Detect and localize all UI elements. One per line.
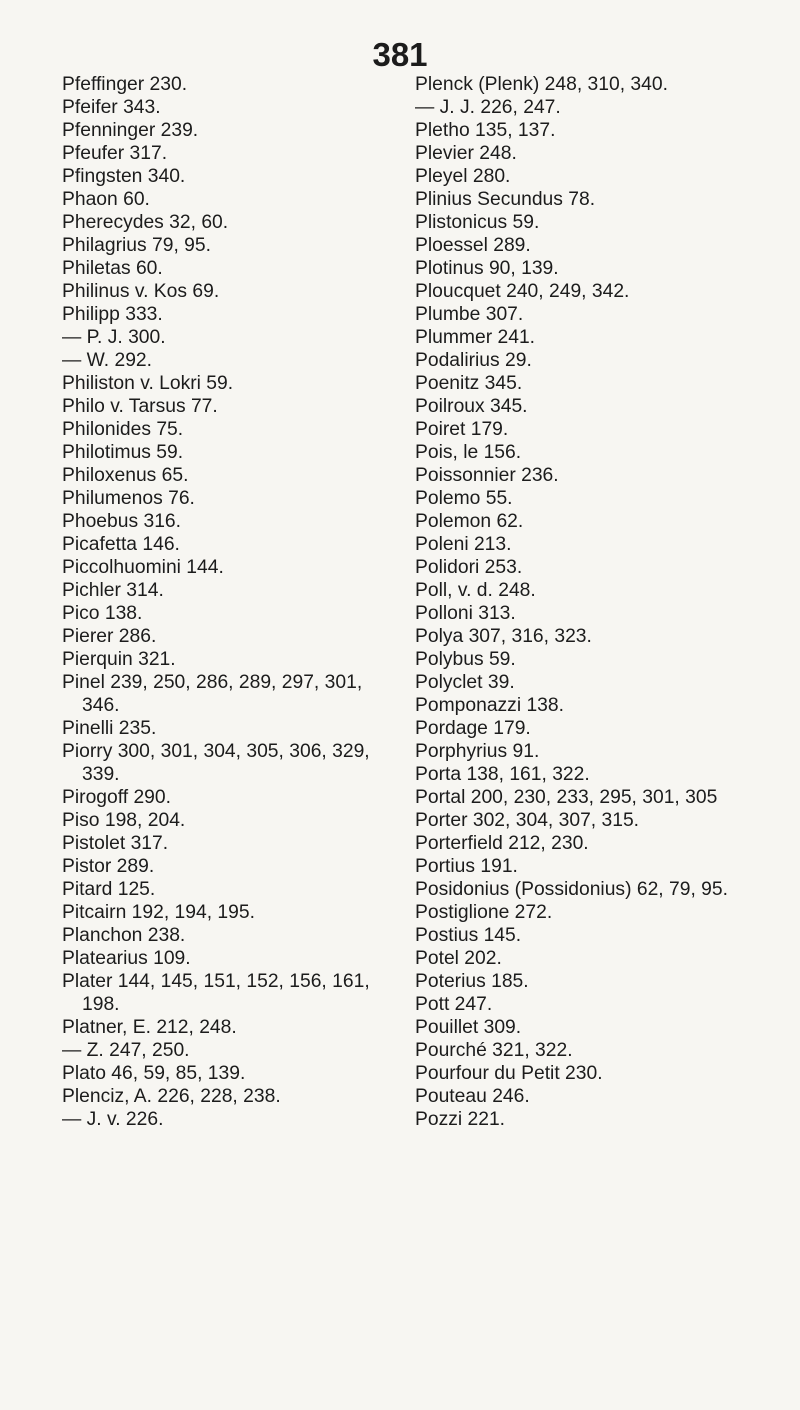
index-entry: Ploessel 289. [415,235,531,256]
index-entry: Poleni 213. [415,534,512,555]
index-entry: Pordage 179. [415,718,531,739]
index-entry: Pozzi 221. [415,1109,506,1130]
index-entry: Piso 198, 204. [62,810,186,831]
index-entry: Pirogoff 290. [62,787,171,808]
index-entry: Philotimus 59. [62,442,184,463]
index-entry: Postiglione 272. [415,902,553,923]
index-entry: Poiret 179. [415,419,509,440]
index-entry: Pletho 135, 137. [415,120,556,141]
index-entry: Potel 202. [415,948,502,969]
index-entry: Philipp 333. [62,304,163,325]
index-entry: Podalirius 29. [415,350,532,371]
index-entry: Posidonius (Possidonius) 62, 79, 95. [415,879,728,900]
index-entry: — Z. 247, 250. [62,1040,190,1061]
index-entry: Plotinus 90, 139. [415,258,559,279]
index-entry: Philoxenus 65. [62,465,189,486]
index-entry: Piccolhuomini 144. [62,557,224,578]
index-entry: Pourché 321, 322. [415,1040,573,1061]
index-entry: Pistor 289. [62,856,155,877]
index-entry: Philumenos 76. [62,488,195,509]
index-entry: Philiston v. Lokri 59. [62,373,234,394]
index-entry: Planchon 238. [62,925,186,946]
index-entry: Pouillet 309. [415,1017,522,1038]
index-entry: Philetas 60. [62,258,163,279]
index-entry: Polya 307, 316, 323. [415,626,592,647]
index-entry: Pfeufer 317. [62,143,168,164]
index-entry: Poilroux 345. [415,396,528,417]
index-entry: Pomponazzi 138. [415,695,564,716]
index-entry: Poissonnier 236. [415,465,559,486]
index-entry: Polidori 253. [415,557,523,578]
index-entry: — J. J. 226, 247. [415,97,561,118]
index-entry: Pistolet 317. [62,833,169,854]
index-entry: Pherecydes 32, 60. [62,212,229,233]
index-entry: Plumbe 307. [415,304,524,325]
index-entry: Plenck (Plenk) 248, 310, 340. [415,74,668,95]
index-entry: Poll, v. d. 248. [415,580,536,601]
index-entry: Pierquin 321. [62,649,176,670]
index-entry: Portius 191. [415,856,518,877]
index-entry: Porta 138, 161, 322. [415,764,590,785]
index-entry: Plistonicus 59. [415,212,540,233]
index-entry: Pfeifer 343. [62,97,161,118]
index-entry: Plater 144, 145, 151, 152, 156, 161, [62,971,370,992]
index-entry: Porter 302, 304, 307, 315. [415,810,640,831]
index-entry: Porphyrius 91. [415,741,540,762]
index-entry: Pfenninger 239. [62,120,199,141]
index-entry: Postius 145. [415,925,522,946]
index-entry: Pitard 125. [62,879,156,900]
index-entry: Philagrius 79, 95. [62,235,211,256]
index-entry: — J. v. 226. [62,1109,164,1130]
index-entry: Piorry 300, 301, 304, 305, 306, 329, [62,741,370,762]
index-entry: Pleyel 280. [415,166,511,187]
index-entry: Poenitz 345. [415,373,523,394]
index-entry: Plummer 241. [415,327,536,348]
index-entry: Picafetta 146. [62,534,180,555]
index-entry: Pichler 314. [62,580,164,601]
index-entry: Polemo 55. [415,488,513,509]
index-entry: Philinus v. Kos 69. [62,281,220,302]
index-entry: Pois, le 156. [415,442,522,463]
index-entry: Portal 200, 230, 233, 295, 301, 305 [415,787,718,808]
index-entry: Plevier 248. [415,143,517,164]
index-entry: Polybus 59. [415,649,516,670]
index-entry: 346. [82,695,120,716]
page-number: 381 [372,36,428,73]
index-entry: Platner, E. 212, 248. [62,1017,237,1038]
index-entry: Polemon 62. [415,511,524,532]
index-entry: Polyclet 39. [415,672,515,693]
index-entry: — W. 292. [62,350,153,371]
index-entry: Polloni 313. [415,603,516,624]
index-entry: Pinelli 235. [62,718,157,739]
index-entry: Porterfield 212, 230. [415,833,589,854]
index-entry: — P. J. 300. [62,327,166,348]
index-entry: Pfeffinger 230. [62,74,188,95]
index-column-right [415,73,740,1131]
index-entry: 198. [82,994,120,1015]
index-entry: Pfingsten 340. [62,166,186,187]
index-entry: Pitcairn 192, 194, 195. [62,902,255,923]
index-entry: Plato 46, 59, 85, 139. [62,1063,246,1084]
index-entry: Pott 247. [415,994,493,1015]
index-entry: Platearius 109. [62,948,191,969]
index-entry: 339. [82,764,120,785]
index-entry: Pinel 239, 250, 286, 289, 297, 301, [62,672,363,693]
index-entry: Poterius 185. [415,971,529,992]
index-entry: Ploucquet 240, 249, 342. [415,281,630,302]
index-entry: Phoebus 316. [62,511,182,532]
index-entry: Plenciz, A. 226, 228, 238. [62,1086,281,1107]
index-entry: Pico 138. [62,603,143,624]
index-entry: Pierer 286. [62,626,157,647]
index-entry: Pouteau 246. [415,1086,530,1107]
index-column-left [62,73,387,1131]
index-entry: Philo v. Tarsus 77. [62,396,218,417]
index-entry: Plinius Secundus 78. [415,189,596,210]
index-entry: Pourfour du Petit 230. [415,1063,603,1084]
index-entry: Philonides 75. [62,419,184,440]
index-entry: Phaon 60. [62,189,150,210]
